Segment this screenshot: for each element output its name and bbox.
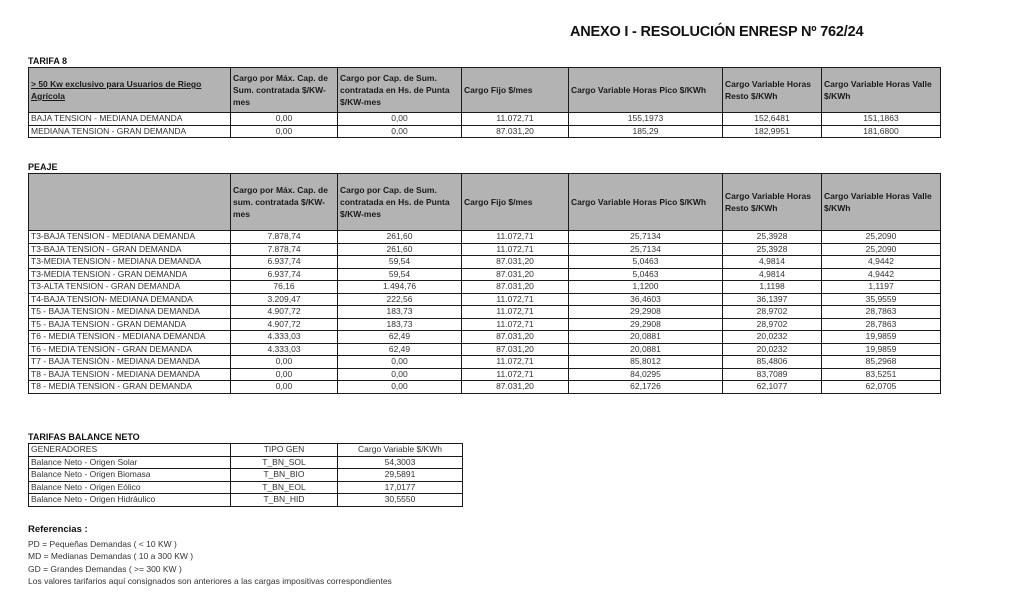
- value-cell: 0,00: [231, 113, 338, 126]
- value-cell: 0,00: [338, 125, 462, 138]
- tarifa8-header-resto: Cargo Variable Horas Resto $/KWh: [723, 68, 822, 113]
- value-cell: 85,2968: [822, 356, 941, 369]
- value-cell: 4.907,72: [231, 306, 338, 319]
- value-cell: 17,0177: [338, 481, 463, 494]
- peaje-row: [29, 318, 941, 331]
- value-cell: 0,00: [338, 368, 462, 381]
- value-cell: 29,2908: [569, 306, 723, 319]
- peaje-header-valle: Cargo Variable Horas Valle $/KWh: [822, 174, 941, 231]
- value-cell: 3.209,47: [231, 293, 338, 306]
- row-label-cell: Balance Neto - Origen Hidráulico: [29, 494, 231, 507]
- tarifa8-row: [29, 125, 941, 138]
- peaje-table: [28, 173, 941, 394]
- peaje-header-max-cap: Cargo por Máx. Cap. de sum. contratada $/KW-mes: [231, 174, 338, 231]
- tarifa8-header-category: > 50 Kw exclusivo para Usuarios de Riego Agrícola: [29, 68, 231, 113]
- row-label-cell: T6 - MEDIA TENSION - GRAN DEMANDA: [29, 343, 231, 356]
- peaje-header-pico: Cargo Variable Horas Pico $/KWh: [569, 174, 723, 231]
- value-cell: 185,29: [569, 125, 723, 138]
- balance-neto-label: TARIFAS BALANCE NETO: [28, 432, 140, 442]
- referencias-title: Referencias :: [28, 524, 88, 535]
- row-label-cell: T3-BAJA TENSION - GRAN DEMANDA: [29, 243, 231, 256]
- value-cell: 25,7134: [569, 243, 723, 256]
- value-cell: 11.072,71: [462, 368, 569, 381]
- value-cell: 87.031,20: [462, 331, 569, 344]
- row-label-cell: BAJA TENSION - MEDIANA DEMANDA: [29, 113, 231, 126]
- peaje-header-resto: Cargo Variable Horas Resto $/KWh: [723, 174, 822, 231]
- value-cell: 28,7863: [822, 318, 941, 331]
- value-cell: 0,00: [231, 368, 338, 381]
- balance-neto-header-row: [29, 444, 463, 457]
- peaje-row: [29, 343, 941, 356]
- value-cell: 11.072,71: [462, 113, 569, 126]
- value-cell: 62,1726: [569, 381, 723, 394]
- value-cell: 11.072,71: [462, 306, 569, 319]
- peaje-row: [29, 368, 941, 381]
- value-cell: 1,1197: [822, 281, 941, 294]
- value-cell: 4.907,72: [231, 318, 338, 331]
- balance-neto-row: [29, 494, 463, 507]
- value-cell: 155,1973: [569, 113, 723, 126]
- value-cell: 83,7089: [723, 368, 822, 381]
- value-cell: 11.072,71: [462, 356, 569, 369]
- peaje-label: PEAJE: [28, 162, 58, 172]
- value-cell: 25,3928: [723, 231, 822, 244]
- value-cell: 28,9702: [723, 306, 822, 319]
- value-cell: 36,4603: [569, 293, 723, 306]
- tarifa8-header-max-cap: Cargo por Máx. Cap. de Sum. contratada $/KW-mes: [231, 68, 338, 113]
- value-cell: 1,1200: [569, 281, 723, 294]
- peaje-row: [29, 231, 941, 244]
- row-label-cell: T3-MEDIA TENSION - MEDIANA DEMANDA: [29, 256, 231, 269]
- value-cell: 87.031,20: [462, 125, 569, 138]
- value-cell: 181,6800: [822, 125, 941, 138]
- value-cell: T_BN_BIO: [231, 469, 338, 482]
- value-cell: 19,9859: [822, 343, 941, 356]
- value-cell: 19,9859: [822, 331, 941, 344]
- row-label-cell: MEDIANA TENSION - GRAN DEMANDA: [29, 125, 231, 138]
- row-label-cell: Balance Neto - Origen Eólico: [29, 481, 231, 494]
- tarifa8-header-pico: Cargo Variable Horas Pico $/KWh: [569, 68, 723, 113]
- referencia-line: GD = Grandes Demandas ( >= 300 KW ): [28, 563, 182, 574]
- value-cell: 4.333,03: [231, 331, 338, 344]
- value-cell: 25,7134: [569, 231, 723, 244]
- value-cell: 85,4806: [723, 356, 822, 369]
- value-cell: 11.072,71: [462, 231, 569, 244]
- tarifa8-header-row: [29, 68, 941, 113]
- value-cell: 11.072,71: [462, 293, 569, 306]
- value-cell: 85,8012: [569, 356, 723, 369]
- row-label-cell: T4-BAJA TENSION- MEDIANA DEMANDA: [29, 293, 231, 306]
- value-cell: 0,00: [231, 356, 338, 369]
- value-cell: 183,73: [338, 318, 462, 331]
- value-cell: 62,0705: [822, 381, 941, 394]
- value-cell: 84,0295: [569, 368, 723, 381]
- value-cell: 20,0881: [569, 343, 723, 356]
- value-cell: 87.031,20: [462, 268, 569, 281]
- referencia-line: MD = Medianas Demandas ( 10 a 300 KW ): [28, 551, 194, 561]
- value-cell: 0,00: [338, 113, 462, 126]
- value-cell: 87.031,20: [462, 256, 569, 269]
- tarifa8-header-cargo-fijo: Cargo Fijo $/mes: [462, 68, 569, 113]
- peaje-row: [29, 293, 941, 306]
- value-cell: 54,3003: [338, 456, 463, 469]
- value-cell: 5,0463: [569, 268, 723, 281]
- value-cell: 222,56: [338, 293, 462, 306]
- value-cell: 87.031,20: [462, 343, 569, 356]
- referencia-line: PD = Pequeñas Demandas ( < 10 KW ): [28, 538, 177, 549]
- peaje-row: [29, 268, 941, 281]
- value-cell: 28,7863: [822, 306, 941, 319]
- peaje-row: [29, 256, 941, 269]
- row-label-cell: T3-ALTA TENSION - GRAN DEMANDA: [29, 281, 231, 294]
- value-cell: 4,9442: [822, 256, 941, 269]
- value-cell: 59,54: [338, 268, 462, 281]
- value-cell: 0,00: [231, 125, 338, 138]
- value-cell: 59,54: [338, 256, 462, 269]
- value-cell: 28,9702: [723, 318, 822, 331]
- value-cell: 25,2090: [822, 231, 941, 244]
- row-label-cell: T5 - BAJA TENSION - MEDIANA DEMANDA: [29, 306, 231, 319]
- row-label-cell: T3-MEDIA TENSION - GRAN DEMANDA: [29, 268, 231, 281]
- value-cell: 29,5891: [338, 469, 463, 482]
- value-cell: 4,9814: [723, 256, 822, 269]
- document-title: ANEXO I - RESOLUCIÓN ENRESP Nº 762/24: [570, 24, 864, 40]
- tarifa8-row: [29, 113, 941, 126]
- peaje-row: [29, 281, 941, 294]
- tarifa8-header-cap-punta: Cargo por Cap. de Sum. contratada en Hs. de Punta $/KW-mes: [338, 68, 462, 113]
- peaje-header-row: [29, 174, 941, 231]
- peaje-header-cargo-fijo: Cargo Fijo $/mes: [462, 174, 569, 231]
- value-cell: 4,9814: [723, 268, 822, 281]
- value-cell: 87.031,20: [462, 381, 569, 394]
- row-label-cell: T8 - MEDIA TENSION - GRAN DEMANDA: [29, 381, 231, 394]
- value-cell: 0,00: [338, 381, 462, 394]
- tarifa8-label: TARIFA 8: [28, 56, 68, 66]
- value-cell: 20,0232: [723, 331, 822, 344]
- value-cell: T_BN_HID: [231, 494, 338, 507]
- value-cell: 83,5251: [822, 368, 941, 381]
- value-cell: 7.878,74: [231, 231, 338, 244]
- peaje-row: [29, 356, 941, 369]
- peaje-row: [29, 243, 941, 256]
- value-cell: 0,00: [231, 381, 338, 394]
- balance-neto-header-generadores: GENERADORES: [29, 444, 231, 457]
- value-cell: 76,16: [231, 281, 338, 294]
- value-cell: 62,1077: [723, 381, 822, 394]
- row-label-cell: T8 - BAJA TENSION - MEDIANA DEMANDA: [29, 368, 231, 381]
- value-cell: 4,9442: [822, 268, 941, 281]
- value-cell: T_BN_EOL: [231, 481, 338, 494]
- referencias-block: [28, 524, 392, 588]
- balance-neto-row: [29, 456, 463, 469]
- row-label-cell: T6 - MEDIA TENSION - MEDIANA DEMANDA: [29, 331, 231, 344]
- value-cell: 183,73: [338, 306, 462, 319]
- balance-neto-row: [29, 481, 463, 494]
- value-cell: 4.333,03: [231, 343, 338, 356]
- row-label-cell: T7 - BAJA TENSIÓN - MEDIANA DEMANDA: [29, 356, 231, 369]
- value-cell: 6.937,74: [231, 268, 338, 281]
- tarifa8-header-valle: Cargo Variable Horas Valle $/KWh: [822, 68, 941, 113]
- value-cell: 62,49: [338, 331, 462, 344]
- tarifa8-table: [28, 67, 941, 138]
- value-cell: 11.072,71: [462, 243, 569, 256]
- value-cell: 11.072,71: [462, 318, 569, 331]
- balance-neto-row: [29, 469, 463, 482]
- peaje-row: [29, 381, 941, 394]
- value-cell: 7.878,74: [231, 243, 338, 256]
- peaje-header-category: [29, 174, 231, 231]
- value-cell: 261,60: [338, 231, 462, 244]
- value-cell: 20,0881: [569, 331, 723, 344]
- value-cell: 36,1397: [723, 293, 822, 306]
- row-label-cell: T3-BAJA TENSION - MEDIANA DEMANDA: [29, 231, 231, 244]
- value-cell: 261,60: [338, 243, 462, 256]
- value-cell: 151,1863: [822, 113, 941, 126]
- value-cell: 25,2090: [822, 243, 941, 256]
- value-cell: 0,00: [338, 356, 462, 369]
- value-cell: 62,49: [338, 343, 462, 356]
- value-cell: 6.937,74: [231, 256, 338, 269]
- value-cell: 20,0232: [723, 343, 822, 356]
- row-label-cell: Balance Neto - Origen Solar: [29, 456, 231, 469]
- value-cell: 1,1198: [723, 281, 822, 294]
- referencia-line: Los valores tarifarios aquí consignados son anteriores a las cargas impositivas correspondientes: [28, 576, 392, 586]
- balance-neto-header-tipo-gen: TIPO GEN: [231, 444, 338, 457]
- peaje-row: [29, 306, 941, 319]
- value-cell: 87.031,20: [462, 281, 569, 294]
- value-cell: 152,6481: [723, 113, 822, 126]
- balance-neto-table: [28, 443, 463, 507]
- row-label-cell: Balance Neto - Origen Biomasa: [29, 469, 231, 482]
- value-cell: 1.494,76: [338, 281, 462, 294]
- value-cell: 182,9951: [723, 125, 822, 138]
- value-cell: 30,5550: [338, 494, 463, 507]
- value-cell: 25,3928: [723, 243, 822, 256]
- value-cell: 29,2908: [569, 318, 723, 331]
- peaje-row: [29, 331, 941, 344]
- peaje-header-cap-punta: Cargo por Cap. de Sum. contratada en Hs. de Punta $/KW-mes: [338, 174, 462, 231]
- value-cell: 5,0463: [569, 256, 723, 269]
- row-label-cell: T5 - BAJA TENSION - GRAN DEMANDA: [29, 318, 231, 331]
- value-cell: T_BN_SOL: [231, 456, 338, 469]
- value-cell: 35,9559: [822, 293, 941, 306]
- balance-neto-header-cargo-variable: Cargo Variable $/KWh: [338, 444, 463, 457]
